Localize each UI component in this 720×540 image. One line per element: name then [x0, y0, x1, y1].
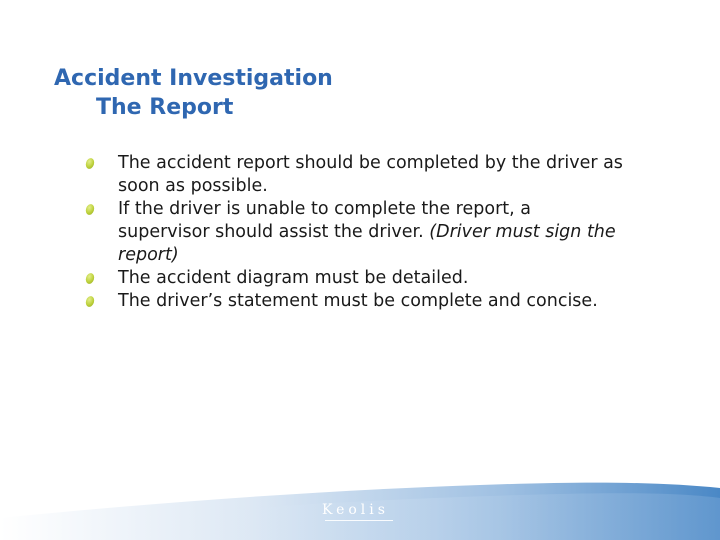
leaf-bullet-icon — [84, 157, 95, 170]
bullet-italic-note: (Driver must sign the report) — [118, 222, 616, 265]
bullet-list — [84, 152, 624, 313]
bullet-item-3 — [84, 267, 624, 290]
footer-swoosh — [0, 440, 720, 540]
logo-underline — [325, 520, 393, 521]
bullet-text: The accident report should be completed by the driver as soon as possible. — [118, 153, 623, 196]
bullet-item-2 — [84, 198, 624, 267]
bullet-item-4 — [84, 290, 624, 313]
title-line-1: Accident Investigation — [54, 66, 333, 91]
leaf-bullet-icon — [84, 295, 95, 308]
bullet-text: The driver’s statement must be complete and concise. — [118, 291, 598, 311]
slide-title — [54, 64, 333, 122]
bullet-text: The accident diagram must be detailed. — [118, 268, 469, 288]
keolis-logo: Keolis — [322, 502, 389, 518]
leaf-bullet-icon — [84, 203, 95, 216]
title-line-2: The Report — [96, 95, 234, 120]
bullet-item-1 — [84, 152, 624, 198]
bullet-text: If the driver is unable to complete the report, a supervisor should assist the driver. — [118, 199, 531, 242]
leaf-bullet-icon — [84, 272, 95, 285]
